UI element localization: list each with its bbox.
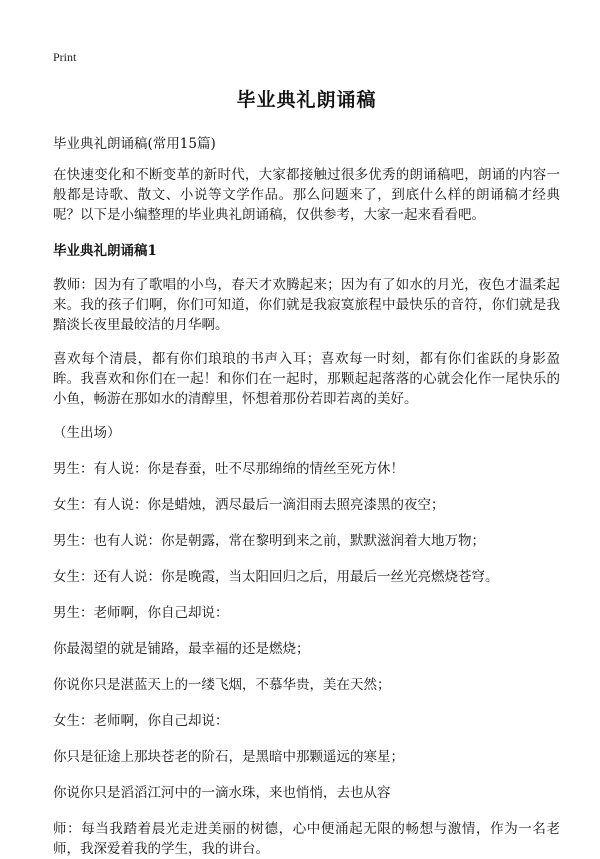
recitation-line: （生出场） bbox=[53, 425, 121, 441]
closing-paragraph: 师：每当我踏着晨光走进美丽的树德，心中便涌起无限的畅想与激情，作为一名老师，我深爱着我的学生，我的讲台。 bbox=[53, 821, 560, 857]
recitation-line: 女生：老师啊，你自己却说： bbox=[53, 713, 229, 729]
recitation-lines bbox=[53, 423, 560, 803]
print-link[interactable]: Print bbox=[53, 50, 77, 64]
recitation-line: 男生：老师啊，你自己却说： bbox=[53, 605, 229, 621]
page-title: 毕业典礼朗诵稿 bbox=[236, 89, 377, 111]
recitation-line: 男生：也有人说：你是朝露，常在黎明到来之前，默默滋润着大地万物； bbox=[53, 533, 485, 549]
recitation-line: 你说你只是湛蓝天上的一缕飞烟，不慕华贵，美在天然； bbox=[53, 677, 391, 693]
document-subtitle: 毕业典礼朗诵稿(常用15篇) bbox=[53, 136, 216, 152]
intro-paragraph: 在快速变化和不断变革的新时代，大家都接触过很多优秀的朗诵稿吧，朗诵的内容一般都是诗歌、散文、小说等文学作品。那么问题来了，到底什么样的朗诵稿才经典呢？以下是小编整理的毕业典礼朗诵稿，仅供参考，大家一起来看看吧。 bbox=[53, 167, 560, 223]
recitation-line: 你只是征途上那块苍老的阶石，是黑暗中那颗遥远的寒星； bbox=[53, 749, 404, 765]
recitation-line: 你说你只是滔滔江河中的一滴水珠，来也悄悄，去也从容 bbox=[53, 785, 391, 801]
body-paragraph: 教师：因为有了歌唱的小鸟，春天才欢腾起来；因为有了如水的月光，夜色才温柔起来。我的孩子们啊，你们可知道，你们就是我寂寞旅程中最快乐的音符，你们就是我黯淡长夜里最皎洁的月华啊。 bbox=[53, 277, 560, 333]
section-heading: 毕业典礼朗诵稿1 bbox=[53, 243, 157, 259]
recitation-line: 你最渴望的就是铺路，最幸福的还是燃烧； bbox=[53, 641, 310, 657]
recitation-line: 男生：有人说：你是春蚕，吐不尽那绵绵的情丝至死方休！ bbox=[53, 461, 404, 477]
body-paragraph: 喜欢每个清晨，都有你们琅琅的书声入耳；喜欢每一时刻，都有你们雀跃的身影盈眸。我喜欢和你们在一起！和你们在一起时，那颗起起落落的心就会化作一尾快乐的小鱼，畅游在那如水的清醇里，怀想着那份若即若离的美好。 bbox=[53, 351, 560, 407]
recitation-line: 女生：还有人说：你是晚霞，当太阳回归之后，用最后一丝光亮燃烧苍穹。 bbox=[53, 569, 499, 585]
recitation-line: 女生：有人说：你是蜡烛，洒尽最后一滴泪雨去照亮漆黑的夜空； bbox=[53, 497, 445, 513]
